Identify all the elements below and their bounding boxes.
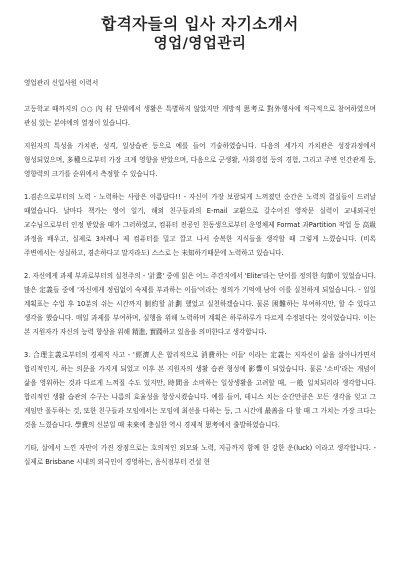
paragraph-intro: 고등학교 때까지의 ○○ 內 村 단위에서 생활은 특별하지 않았지만 개방적 思考로 對外행사에 적극적으로 참여하였으며 관심 있는 분야에의 열정이 있습니다. (24, 105, 376, 127)
paragraph-practice: 2. 자신에게 과제 부과로부터의 실천주의 - '計畫' 중에 읽은 어느 주간지에서 'Elite'라는 단어를 정의한 句節이 있었습니다. 많은 定義들 중에 '자신에게 정립없이 숙제를 부과하는 이들'이라는 정의가 기억에 남아 이를 실천하게 되었습니다. - 일일 계획표는 수업 후 10분의 쉬는 시간까지 制約할 計劃 했었고 실천하겠습니다. 물론 困難하는 부여하지만, 할 수 있다고 생각을 했습니다. 매일 과제를 부여하며, 실행을 위해 노력하며 계획은 하루하루가 다르게 수정된다는 것이었습니다. 이는 본 지원자가 자신의 능력 향상을 위해 精進, 實踐하고 있음을 의미한다고 생각합니다. (24, 272, 376, 336)
paragraph-values: 지원자의 특성을 가치관, 성격, 일상습관 등으로 예를 들어 기술하였습니다. 다음의 세가지 가치관은 성장과정에서 형성되었으며, 多種으로부터 가장 크게 영향을 받았으며, 다음으로 군생활, 사회경험 등의 경험, 그리고 주변 인간관계 등, 영향력의 크기를 순위에서 측정할 수 있습니다. (24, 142, 376, 178)
document-title: 합격자들의 입사 자기소개서 (101, 15, 299, 33)
title-block (24, 14, 376, 54)
document-subtitle: 영업/영업관리 (153, 36, 247, 52)
paragraph-economics: 3. 合理主義로부터의 경제적 사고 - '經濟人은 합리적으로 消費하는 이들' 이라는 定義는 저자신이 삶을 살아나가면서 합리적인지, 하는 의문을 가지게 되었고 이후 본 지원자의 생활 습관 형성에 影響이 되었습니다. 물론 '소비'라는 개념이 삶을 영위하는 것과 다르게 느껴질 수도 있지만, 時間을 소비하는 일상생활을 고려할 때, 一般 일치되리라 생각합니다. 합리적인 생활 습관의 수구는 나름의 효율성을 항상시켰습니다. 예를 들어, 테니스 치는 순간만큼은 모든 생각을 잊고 그 게임만 몰두하는 것, 또한 친구들과 모임에서는 모임에 최선을 다하는 등, 그 시간에 最善을 다 할 때 그 가치는 가장 크다는 것을 느꼈습니다. 學費의 신분일 때 未來에 충실한 역시 경제적 思考에서 출발하였습니다. (24, 351, 376, 429)
role-line: 영업관리 신입사원 이력서 (24, 79, 99, 87)
paragraph-effort: 1.겸손으로부터의 노력 - 노력하는 사람은 아름답다!! - 자신이 가장 보람되게 느껴졌던 순간은 노력의 결실들이 드러날 때였습니다. 날마다 책가는 영어 일기, 해외 친구들과의 E-mail 교환으로 갈수어진 영작문 실력이 교내외국인 교수님으로부터 인정 받았을 때가 그러하였고, 컴퓨터 전공인 친동생으로부터 운영체제 Format 과Partition 작업 등 高級 과정을 배우고, 실제로 3차례나 제 컴퓨터를 밀고 깔고 나서 승복한 지식들을 생각할 때 그렇게 느꼈습니다. (비록 주변에서는 성실하고, 겸손하다고 말지라도) 스스로 는 未知하기때문에 노력하고 있습니다. (24, 193, 376, 257)
paragraph-strengths: 기타, 살에서 느낀 자만이 가진 장점으로는 호의적인 외모와 노력, 지금까지 함께 한 강한 운(luck) 이라고 생각합니다. - 실제로 Brisbane 시내의 외국인이 경영하는, 음식점부터 건설 현 (24, 444, 376, 466)
